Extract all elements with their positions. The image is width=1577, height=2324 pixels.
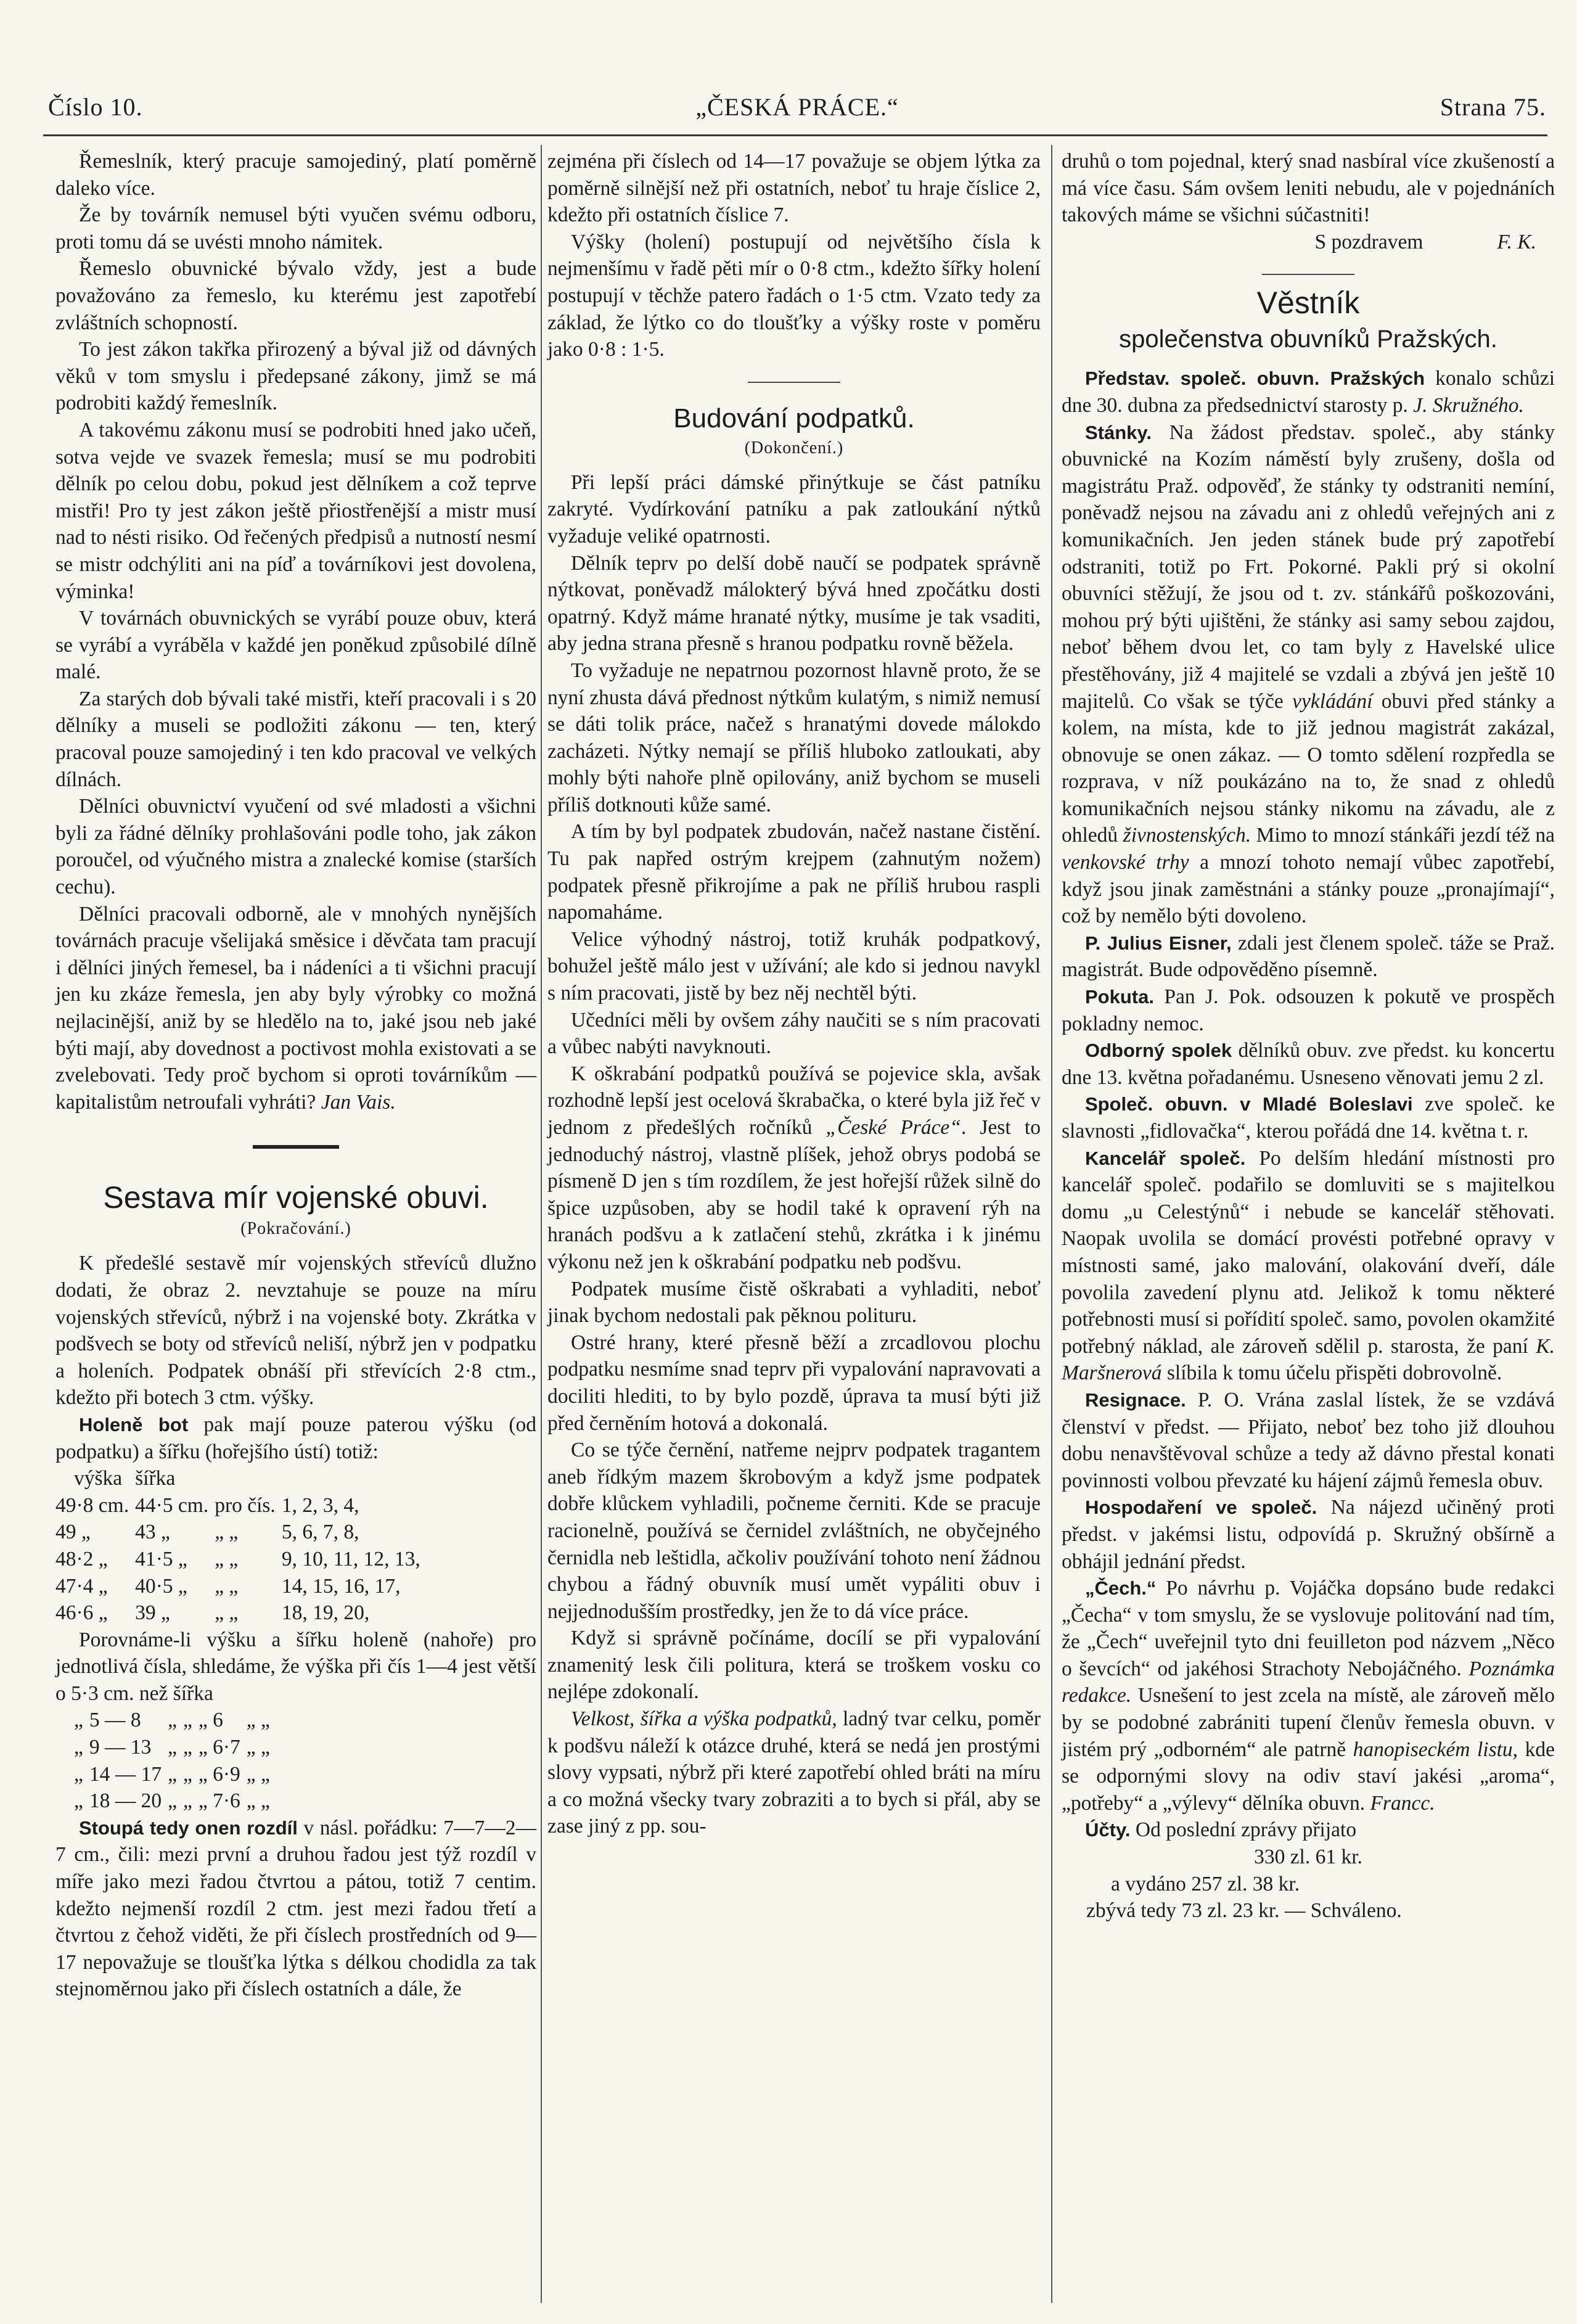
lead-phrase: Stoupá tedy onen rozdíl: [79, 1817, 298, 1839]
paragraph: Při lepší práci dámské přinýtkuje se část patníku zakryté. Vydírkování patníku a pak zatloukání nýtků vyžaduje veliké opatrnosti.: [547, 470, 1041, 548]
entry: [1062, 419, 1555, 930]
cell: „ „: [215, 1574, 239, 1598]
account-label: zbývá tedy: [1086, 1899, 1177, 1923]
cell: 44·5 cm.: [135, 1493, 209, 1517]
entry: [1062, 1817, 1555, 1844]
entry-text: zve společ. ke slavnosti „fidlovačka“, kterou pořádá dne 14. května t. r.: [1062, 1093, 1555, 1143]
paragraph: Dělník teprv po delší době naučí se podpatek správně nýtkovat, poněvadž málokterý bývá hned zpočátku dosti opatrný. Když máme hranaté nýtky, musíme je tak vsaditi, aby jedna strana přesně s hranou podpatku rovně běžela.: [547, 551, 1041, 655]
cell: „: [183, 1762, 192, 1786]
entry-text: P. O. Vrána zaslal lístek, že se vzdává členství v předst. — Přijato, neboť bez toho již dlouhou dobu nenavštěvoval schůze a tedy až dávno přestal konati povinnosti volbou převzaté ku hájení zájmů řemesla obuv.: [1062, 1388, 1555, 1492]
cell: „ 7·6: [198, 1789, 240, 1813]
newspaper-title: „ČESKÁ PRÁCE.“: [695, 93, 899, 121]
paragraph: Dělníci obuvnictví vyučení od své mladosti a všichni byli za řádné dělníky prohlašováni podle toho, jak zákon poroučel, od výučného mistra a znalecké komise (starších cechu).: [55, 795, 536, 899]
column-3: [1062, 148, 1555, 1924]
entry: [1062, 365, 1555, 419]
paragraph: Řemeslník, který pracuje samojediný, platí poměrně daleko více.: [55, 150, 536, 200]
cell: 43 „: [135, 1521, 170, 1544]
cell: 14 — 17: [89, 1762, 162, 1786]
cell: 18 — 20: [89, 1789, 162, 1813]
entry-text: Po návrhu p. Vojáčka dopsáno bude redakci „Čecha“ v tom smyslu, že se vyslovuje politování nad tím, že „Čech“ uveřejnil tyto dni feuilleton pod názvem „Něco o ševcích“ od jakéhosi Strachoty Nebojáčného.: [1062, 1577, 1555, 1680]
entry: [1062, 1494, 1555, 1575]
emphasis: hanopiseckém listu,: [1353, 1738, 1518, 1761]
lead-phrase: Velkost, šířka a výška podpatků,: [571, 1707, 837, 1731]
cell: 40·5 „: [135, 1574, 187, 1598]
paragraph: [55, 901, 536, 1116]
entry: [1062, 1575, 1555, 1817]
entry-text: a mnozí tohoto nemají vůbec zapotřebí, když jsou jinak zaměstnáni a stánky pouze „pronajímají“, což by nemělo býti dovoleno.: [1062, 851, 1555, 928]
paragraph-text: ladný tvar celku, poměr k podšvu náleží k otázce druhé, která se nedá jen prostými slovy vypsati, nýbrž při které zapotřebí ohled bráti na míru a co možná všecky tvary zobraziti a to bych si přál, aby se zase jiný z pp. sou-: [547, 1707, 1041, 1838]
paragraph: Výšky (holení) postupují od největšího čísla k nejmenšímu v řadě pěti mír o 0·8 ctm., kdežto šířky holení postupují v těchže patero řadách o 1·5 ctm. Vzato tedy za základ, že lýtko co do tloušťky a výšky roste v poměru jako 0·8 : 1·5.: [547, 230, 1041, 361]
cell: „ „: [215, 1521, 239, 1544]
entry: [1062, 1387, 1555, 1494]
paragraph: [55, 1411, 536, 1465]
entry-heading: „Čech.“: [1085, 1577, 1157, 1599]
entry-text: Po delším hledání místnosti pro kancelář společ. podařilo se domluviti se s majitelkou domu „u Celestýnů“ i nebude se kancelář stěhovati. Naopak uvolila se domácí provésti potřebné opravy v místnosti samé, jako malování, olakování dveří, dále povolila zavedení plynu atd. Jelikož k tomu některé potřebnosti musí si pořídití společ. samo, povolen okamžité potřebný náklad, ale zároveň sdělil p. starosta, že paní: [1062, 1146, 1555, 1358]
column-divider: [1051, 145, 1052, 2303]
cell: „: [183, 1789, 192, 1813]
table-row: [55, 1546, 427, 1573]
column-2: [547, 148, 1041, 1840]
article-title: Budování podpatků.: [673, 403, 915, 433]
entry-heading: Stánky.: [1085, 421, 1152, 443]
entry-text: Na žádost představ. společ., aby stánky obuvnické na Kozím náměstí byly zrušeny, došla od magistrátu Praž. odpověď, že stánky ty odstraniti nemíní, poněvadž nejsou na závadu ani z ohledů veřejných ani z komunikačních. Jen jeden stánek bude prý zapotřebí odstraniti, totiž po Frt. Pokorné. Pakli prý si okolní obuvníci stěžují, že jsou od t. zv. stánkářů poškozováni, mohou prý býti ujištěni, že stánky asi samy sebou zajdou, neboť během dvou let, co tam byly z Havelské ulice přestěhovány, již 4 majitelé se vzdali a zbývá jen ještě 10 majitelů. Co však se týče: [1062, 421, 1555, 713]
entry: [1062, 930, 1555, 983]
paragraph: Řemeslo obuvnické bývalo vždy, jest a bude považováno za řemeslo, ku kterému jest zapotřebí zvláštních schopností.: [55, 257, 536, 334]
entry-text: zdali jest členem společ. táže se Praž. magistrát. Bude odpověděno písemně.: [1062, 931, 1555, 982]
entry-heading: Společ. obuvn. v Mladé Boleslavi: [1085, 1093, 1413, 1115]
paragraph: Ostré hrany, které přesně běží a zrcadlovou plochu podpatku nesmíme snad teprv při vypalování napravovati a dociliti hlediti, to by bylo pozdě, úprava ta musí býti již před černěním hotová a dokonalá.: [547, 1331, 1041, 1435]
article-subtitle: (Pokračování.): [240, 1219, 351, 1239]
account-spent: [1062, 1871, 1555, 1898]
cell: 46·6 „: [55, 1601, 108, 1625]
paragraph: zejména při číslech od 14—17 považuje se objem lýtka za poměrně silnější než při ostatních, neboť tu hraje číslice 2, kdežto při ostatních číslice 7.: [547, 150, 1041, 227]
table-row: [55, 1734, 276, 1761]
entry-heading: Představ. společ. obuvn. Pražských: [1085, 367, 1425, 390]
entry-heading: Odborný spolek: [1085, 1040, 1232, 1062]
entry-text: Usnešení to jest zcela na místě, ale zároveň mělo by se podobné zabrániti tupení členův řemesla obuvn. v jistém prý „odborném“ ale patrně: [1062, 1684, 1555, 1761]
entry: [1062, 1145, 1555, 1387]
table-row: [55, 1492, 427, 1519]
paragraph-text: Dělníci pracovali odborně, ale v mnohých nynějších továrnách pracuje všelijaká směsice i děvčata tam pracují i dělníci jiných řemesel, ba i nádeníci a ti všichni pracují jen ku zkáze řemesla, jen aby byly výrobky co možná nejlacinější, aniž by se hledělo na to, jaké jsou neb jaké býti mají, aby dovednost a poctivost mohla existovati a se zvelebovati. Tedy proč bychom si oproti továrníkům — kapitalistům netroufali vyhráti?: [55, 902, 536, 1114]
entry-text: kde se odpornými slovy na odiv staví jakési „aroma“, „potřeby“ a „výlevy“ dělníka obuvn.: [1062, 1738, 1555, 1815]
account-received: 330 zl. 61 kr.: [1254, 1846, 1362, 1869]
issue-number: Číslo 10.: [48, 93, 143, 121]
table-row: [55, 1707, 276, 1734]
cell: „ 6·9: [198, 1762, 240, 1786]
paragraph: A tím by byl podpatek zbudován, načež nastane čistění. Tu pak napřed ostrým krejpem (zahnutým nožem) podpatek přesně přikrojíme a pak ne příliš hrubou raspli napomaháme.: [547, 820, 1041, 924]
entry: [1062, 983, 1555, 1037]
paragraph: To jest zákon takřka přirozený a býval již od dávných věků v tom smyslu i předepsané zákony, jimž se má podrobiti každý řemeslník.: [55, 338, 536, 415]
table-row: [55, 1788, 276, 1815]
cell: 41·5 „: [135, 1547, 187, 1571]
author-signature: Francc.: [1370, 1791, 1435, 1815]
table-header-row: [55, 1465, 427, 1492]
cell: 9, 10, 11, 12, 13,: [281, 1547, 420, 1571]
article-subtitle: (Dokončení.): [744, 438, 844, 458]
cell: „: [183, 1736, 192, 1759]
entry-text: slíbila k tomu účelu přispěti dobrovolně.: [1161, 1361, 1502, 1385]
paragraph: Že by továrník nemusel býti vyučen svému odboru, proti tomu dá se uvésti mnoho námitek.: [55, 203, 536, 253]
cell: 39 „: [135, 1601, 170, 1625]
entry-text: Od poslední zprávy přijato: [1130, 1818, 1357, 1842]
table-row: [55, 1761, 276, 1788]
entry: [1062, 1091, 1555, 1144]
paragraph: [55, 1815, 536, 2003]
person-name: K. Maršnerová: [1062, 1334, 1555, 1385]
cell: „ „: [215, 1601, 239, 1625]
paragraph: [547, 1061, 1041, 1276]
cell: „: [168, 1762, 177, 1786]
column-divider: [541, 145, 542, 2303]
paragraph: K předešlé sestavě mír vojenských střevíců dlužno dodati, že obraz 2. nevztahuje se pouze na míru vojenských střevíců, nýbrž i na vojenské boty. Zkrátka v podšvech se boty od střevíců neliší, nýbrž jen v podpatku a holeních. Podpatek obnáší při střevících 2·8 ctm., kdežto při botech 3 ctm. výšky.: [55, 1252, 536, 1410]
person-name: J. Skružného.: [1413, 393, 1524, 417]
cell: „: [74, 1789, 83, 1813]
account-value: 73 zl. 23 kr. — Schváleno.: [1181, 1899, 1402, 1923]
paragraph: Učedníci měli by ovšem záhy naučiti se s ním pracovati a vůbec nabýti navyknouti.: [547, 1008, 1041, 1059]
cell: „: [74, 1762, 83, 1786]
entry-text: Mimo to mnozí stánkáři jezdí též na: [1251, 824, 1555, 847]
paragraph: [547, 1706, 1041, 1840]
entry-text: Pan J. Pok. odsouzen k pokutě ve prospěch pokladny nemoc.: [1062, 985, 1555, 1035]
cell: 18, 19, 20,: [281, 1601, 370, 1625]
cell: „: [168, 1789, 177, 1813]
paragraph-text: . Jest to jednoduchý nástroj, vlastně plíšek, jehož obrys podobá se písmeně D jen s tím rozdílem, že jest hořejší růžek silně do špice uzpůsoben, aby se hodil také k opravení rýh na hranách podšvu a k zatlačení stehů, zkrátka i k jinému výkonu než jen k oškrabání podpatku neb podšvu.: [547, 1116, 1041, 1273]
entry-text: dělníků obuv. zve předst. ku koncertu dne 13. května pořadanému. Usneseno věnovati jemu 2 zl.: [1062, 1039, 1555, 1089]
paragraph: V továrnách obuvnických se vyrábí pouze obuv, která se vyrábí a vyráběla v každé jen poněkud způsobilé dílně malé.: [55, 607, 536, 684]
emphasis: vykládání: [1292, 689, 1373, 713]
paragraph: Podpatek musíme čistě oškrabati a vyhladiti, neboť jinak bychom nedostali pak pěknou polituru.: [547, 1277, 1041, 1328]
entry-text: Na nájezd učiněný proti předst. v jakémsi listu, odpovídá p. Skružný obšírně a obhájil jednání předst.: [1062, 1496, 1555, 1573]
section-subtitle: společenstva obuvníků Pražských.: [1119, 326, 1497, 353]
cell: 48·2 „: [55, 1547, 108, 1571]
cell: „ „: [246, 1736, 270, 1759]
comparison-table: [55, 1707, 276, 1814]
cell: 5, 6, 7, 8,: [281, 1521, 359, 1544]
emphasis: venkovské trhy: [1062, 851, 1189, 874]
account-value: 257 zl. 38 kr.: [1191, 1872, 1300, 1895]
cell: „: [183, 1709, 192, 1732]
column-header-width: šířka: [135, 1467, 176, 1490]
cell: „: [74, 1736, 83, 1759]
paragraph: Velice výhodný nástroj, totiž kruhák podpatkový, bohužel ještě málo jest v užívání; ale kdo si jednou navykl s ním pracovati, jistě by bez něj nechtěl býti.: [547, 927, 1041, 1005]
cell: „ „: [246, 1709, 270, 1732]
column-header-height: výška: [74, 1467, 123, 1490]
article-title: Sestava mír vojenské obuvi.: [103, 1180, 489, 1215]
cell: „: [168, 1736, 177, 1759]
entry-heading: Hospodaření ve společ.: [1085, 1497, 1317, 1519]
cell: 47·4 „: [55, 1574, 108, 1598]
entry-heading: Resignace.: [1085, 1389, 1186, 1411]
cell: 1, 2, 3, 4,: [281, 1493, 359, 1517]
paragraph-text: K oškrabání podpatků používá se pojevice skla, avšak rozhodně lepší jest ocelová škrabačka, o které byla již řeč v jednom z předešlých ročníků: [547, 1062, 1041, 1139]
paragraph: A takovému zákonu musí se podrobiti hned jako učeň, sotva vejde ve svazek řemesla; musí se mu podrobiti dělník po celou dobu, pokud jest dělníkem a což teprve mistři! Pro ty jest zákon ještě přiostřenější a mistr musí nad to nésti risiko. Od řečených předpisů a nutností nesmí se mistr odchýliti ani na píď a továrníkovi jest dovolena, výminka!: [55, 418, 536, 603]
section-title: Věstník: [1256, 285, 1360, 321]
table-row: [55, 1573, 427, 1600]
author-signature: F. K.: [1497, 230, 1536, 253]
table-row: [55, 1599, 427, 1627]
paragraph-text: v násl. pořádku: 7—7—2—7 cm., čili: mezi první a druhou řadou jest týž rozdíl v míře jako mezi řadou čtvrtou a pátou, totiž 7 centim. kdežto nejmenší rozdíl 2 ctm. jest mezi řadou třetí a čtvrtou z čehož viděti, že při číslech prostředních od 9—17 nepovažuje se tloušťka lýtka s délkou chodidla za tak stejnoměrnou jako při číslech ostatních a dále, že: [55, 1816, 537, 2001]
entry-heading: Pokuta.: [1085, 986, 1154, 1008]
closing-line: [1062, 229, 1555, 256]
editor-note-label: Poznámka redakce.: [1062, 1657, 1555, 1707]
account-balance: [1062, 1897, 1555, 1924]
paragraph-text: pak mají pouze paterou výšku (od podpatku) a šířku (hořejšího ústí) totiž:: [55, 1413, 536, 1463]
cell: „ 6·7: [198, 1736, 240, 1759]
entry-heading: P. Julius Eisner,: [1085, 932, 1232, 954]
cell: „: [168, 1709, 177, 1732]
cell: 5 — 8: [89, 1709, 141, 1732]
entry-heading: Kancelář společ.: [1085, 1147, 1246, 1169]
entry-text: obuvi před stánky a kolem, na místa, kde to již jednou magistrát zakázal, obnovuje se onen zákaz. — O tomto sdělení rozpředla se rozprava, v níž poukázáno na to, že snad z ohledů komunikačních nejsou stánky nikomu na závadu, ale z ohledů: [1062, 689, 1555, 847]
cell: „: [74, 1709, 83, 1732]
cell: 49·8 cm.: [55, 1493, 129, 1517]
paragraph: Co se týče černění, natřeme nejprv podpatek tragantem aneb řídkým mazem škrobovým a když jsme podpatek dobře klůckem vyhladili, počneme černiti. Kde se pracuje racionelně, používá se černidel zvláštních, ne obyčejného černidla neb leštidla, ačkoliv používání tohoto není žádnou chybou a řádný obuvník musí umět vypáliti obuv i nejjednodušším prostředky, jen že to dá více práce.: [547, 1439, 1041, 1623]
entry: [1062, 1037, 1555, 1091]
cell: 49 „: [55, 1521, 91, 1544]
lead-phrase: Holeně bot: [79, 1413, 189, 1435]
cell: „ „: [215, 1547, 239, 1571]
cell: „ „: [246, 1789, 270, 1813]
entry-text: konalo schůzi dne 30. dubna za předsednictví starosty p.: [1062, 367, 1555, 417]
emphasis: živnostenských.: [1123, 824, 1251, 847]
paragraph: Za starých dob bývali také mistři, kteří pracovali i s 20 dělníky a museli se podložiti zákonu — ten, který pracoval pouze samojediný i ten kdo pracoval ve velkých dílnách.: [55, 687, 536, 791]
header-rule: [43, 134, 1547, 136]
account-label: a vydáno: [1111, 1872, 1186, 1895]
table-row: [55, 1519, 427, 1546]
cell: „ 6: [198, 1709, 223, 1732]
paragraph: Když si správně počínáme, docílí se při vypalování znamenitý lesk čili politura, která se troškem vosku co nejlépe zdokonalí.: [547, 1627, 1041, 1704]
entry-heading: Účty.: [1085, 1819, 1131, 1841]
cell: 14, 15, 16, 17,: [281, 1574, 401, 1598]
cell: 9 — 13: [89, 1736, 152, 1759]
paragraph: druhů o tom pojednal, který snad nasbíral více zkušeností a má více času. Sám ovšem leniti nebudu, ale v pojednáních takových máme se všichni súčastniti!: [1062, 150, 1555, 227]
size-table: [55, 1465, 427, 1627]
page-header: [48, 92, 1546, 129]
cell: pro čís.: [215, 1493, 276, 1517]
page-number: Strana 75.: [1440, 93, 1546, 121]
greeting: S pozdravem: [1314, 230, 1423, 253]
paragraph: Porovnáme-li výšku a šířku holeně (nahoře) pro jednotlivá čísla, shledáme, že výška při čís 1—4 jest větší o 5·3 cm. než šířka: [55, 1628, 536, 1705]
paragraph: To vyžaduje ne nepatrnou pozornost hlavně proto, že se nyní zhusta dává přednost nýtkům kulatým, s nimiž nemusí se dáti tolik práce, načež s hranatými dovede málokdo zacházeti. Nýtky nemají se příliš hluboko zatloukati, aby mohly býti nahoře plně opilovány, aniž bychom se museli příliš dotknouti kůže samé.: [547, 659, 1041, 816]
author-signature: Jan Vais.: [321, 1090, 396, 1114]
column-1: [55, 148, 536, 2003]
publication-reference: „České Práce“: [825, 1116, 961, 1139]
cell: „ „: [246, 1762, 270, 1786]
